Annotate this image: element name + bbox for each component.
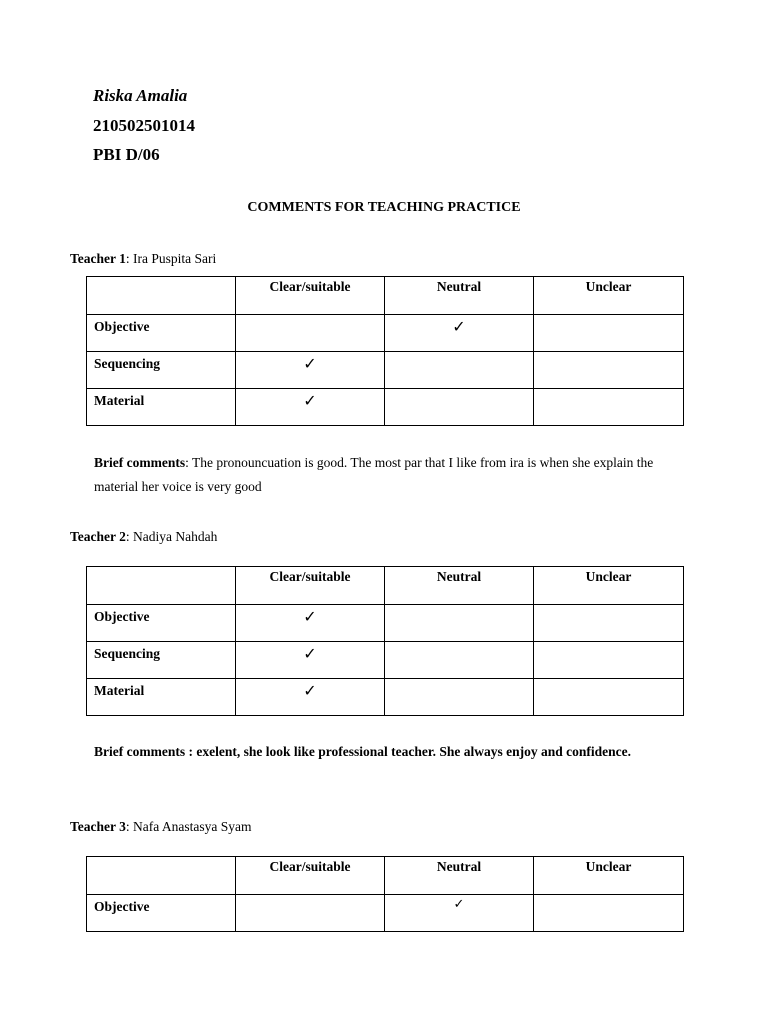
header-clear: Clear/suitable: [236, 567, 385, 605]
teacher-2-table: [86, 566, 684, 716]
teacher-3-heading: [70, 819, 251, 835]
header-neutral: Neutral: [385, 857, 534, 895]
header-blank: [87, 567, 236, 605]
teacher-2-heading: [70, 529, 217, 545]
header-unclear: Unclear: [534, 567, 684, 605]
header-blank: [87, 857, 236, 895]
check-cell: [534, 605, 684, 642]
check-cell: ✓: [385, 315, 534, 352]
criterion-label: Objective: [87, 315, 236, 352]
table-header-row: [87, 567, 684, 605]
table-row: [87, 642, 684, 679]
check-cell: [534, 315, 684, 352]
criterion-label: Objective: [87, 895, 236, 932]
check-cell: [236, 895, 385, 932]
header-unclear: Unclear: [534, 277, 684, 315]
check-cell: ✓: [385, 895, 534, 932]
check-cell: [236, 315, 385, 352]
teacher-1-name: : Ira Puspita Sari: [125, 251, 217, 266]
check-cell: [385, 352, 534, 389]
check-cell: [534, 642, 684, 679]
author-id: 210502501014: [93, 116, 195, 135]
header-clear: Clear/suitable: [236, 857, 385, 895]
table-header-row: [87, 857, 684, 895]
table-row: [87, 895, 684, 932]
header-neutral: Neutral: [385, 567, 534, 605]
table-row: [87, 352, 684, 389]
header-blank: [87, 277, 236, 315]
check-cell: ✓: [236, 352, 385, 389]
criterion-label: Sequencing: [87, 642, 236, 679]
teacher-1-label: Teacher 1: [70, 251, 126, 266]
check-cell: ✓: [236, 642, 385, 679]
table-row: [87, 389, 684, 426]
teacher-2-name: : Nadiya Nahdah: [125, 529, 218, 544]
document-title: COMMENTS FOR TEACHING PRACTICE: [247, 200, 521, 215]
teacher-1-comment: [94, 451, 674, 499]
check-cell: [385, 605, 534, 642]
comment-label: Brief comments: [94, 455, 186, 470]
comment-text: : The pronouncuation is good. The most par that I like from ira is when she explain the material her voice is very good: [94, 455, 654, 494]
teacher-2-label: Teacher 2: [70, 529, 126, 544]
teacher-3-table: [86, 856, 684, 932]
table-row: [87, 605, 684, 642]
check-cell: [534, 352, 684, 389]
teacher-1-table: [86, 276, 684, 426]
check-cell: ✓: [236, 389, 385, 426]
check-cell: ✓: [236, 605, 385, 642]
author-class: PBI D/06: [93, 145, 160, 164]
check-cell: [534, 389, 684, 426]
teacher-2-comment: Brief comments : exelent, she look like professional teacher. She always enjoy and confidence.: [94, 744, 631, 759]
check-cell: [385, 642, 534, 679]
criterion-label: Material: [87, 679, 236, 716]
table-row: [87, 679, 684, 716]
header-clear: Clear/suitable: [236, 277, 385, 315]
criterion-label: Material: [87, 389, 236, 426]
check-cell: [385, 679, 534, 716]
teacher-3-label: Teacher 3: [70, 819, 126, 834]
criterion-label: Sequencing: [87, 352, 236, 389]
table-row: [87, 315, 684, 352]
check-cell: ✓: [236, 679, 385, 716]
check-cell: [385, 389, 534, 426]
criterion-label: Objective: [87, 605, 236, 642]
table-header-row: [87, 277, 684, 315]
teacher-1-heading: [70, 251, 216, 267]
header-unclear: Unclear: [534, 857, 684, 895]
check-cell: [534, 679, 684, 716]
author-name: Riska Amalia: [93, 86, 188, 105]
header-neutral: Neutral: [385, 277, 534, 315]
check-cell: [534, 895, 684, 932]
teacher-3-name: : Nafa Anastasya Syam: [125, 819, 252, 834]
